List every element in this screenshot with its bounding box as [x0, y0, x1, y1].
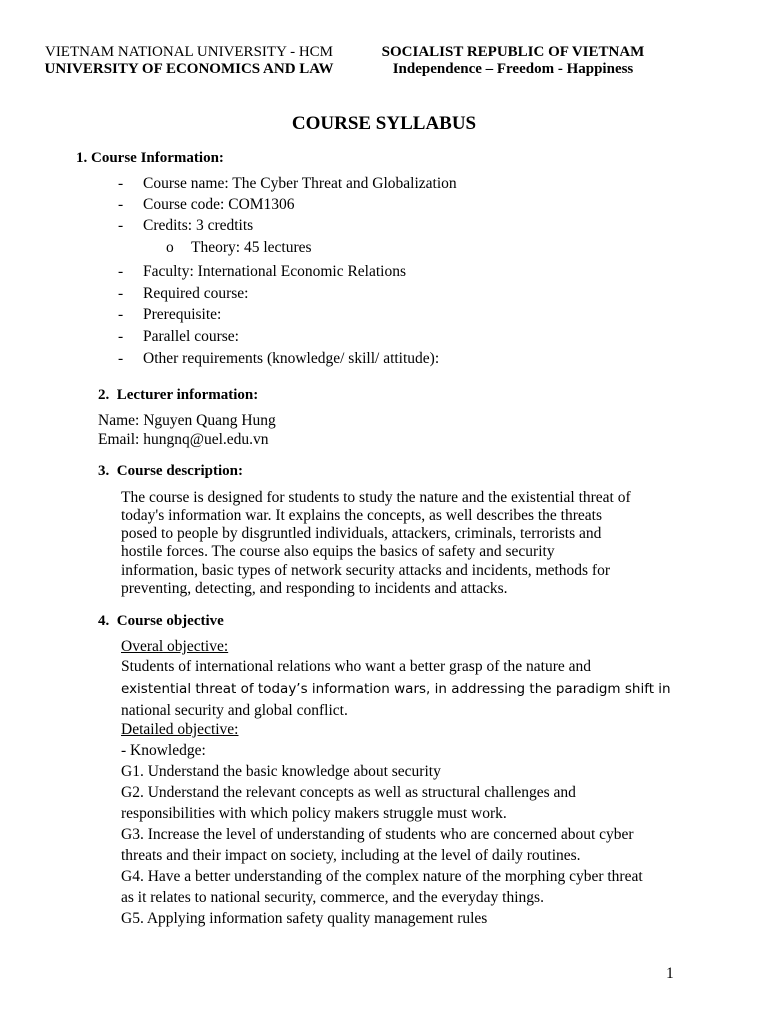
- overall-objective-line: existential threat of today’s information wars, in addressing the paradigm shift in: [121, 681, 671, 697]
- description-line: The course is designed for students to study the nature and the existential threat of: [121, 489, 631, 506]
- list-item-course-code: Course code: COM1306: [143, 196, 295, 213]
- section-lecturer-heading: 2. Lecturer information:: [98, 387, 259, 403]
- list-item-required-course: Required course:: [143, 285, 249, 302]
- sub-bullet: o: [166, 239, 174, 256]
- university-header-line1: VIETNAM NATIONAL UNIVERSITY - HCM: [44, 44, 334, 60]
- list-dash: -: [118, 217, 124, 234]
- description-line: preventing, detecting, and responding to incidents and attacks.: [121, 580, 508, 597]
- list-dash: -: [118, 285, 124, 302]
- list-dash: -: [118, 175, 124, 192]
- list-item-parallel-course: Parallel course:: [143, 328, 239, 345]
- objective-line: G2. Understand the relevant concepts as well as structural challenges and: [121, 784, 576, 801]
- list-item-credits: Credits: 3 credtits: [143, 217, 254, 234]
- list-item-other-requirements: Other requirements (knowledge/ skill/ attitude):: [143, 350, 440, 367]
- republic-header-line1: SOCIALIST REPUBLIC OF VIETNAM: [381, 44, 645, 60]
- section-course-information-heading: 1. Course Information:: [76, 150, 224, 166]
- republic-header-line2: Independence – Freedom - Happiness: [392, 61, 634, 77]
- list-dash: -: [118, 263, 124, 280]
- list-subitem-theory: Theory: 45 lectures: [191, 239, 312, 256]
- list-item-faculty: Faculty: International Economic Relations: [143, 263, 407, 280]
- objective-line: G1. Understand the basic knowledge about security: [121, 763, 441, 780]
- description-line: today's information war. It explains the concepts, as well describes the threats: [121, 507, 602, 524]
- section-course-objective-heading: 4. Course objective: [98, 613, 224, 629]
- objective-line: G5. Applying information safety quality management rules: [121, 910, 488, 927]
- objective-line: responsibilities with which policy makers struggle must work.: [121, 805, 507, 822]
- overall-objective-label: Overal objective:: [121, 638, 229, 655]
- list-item-course-name: Course name: The Cyber Threat and Globalization: [143, 175, 457, 192]
- objective-line: G3. Increase the level of understanding of students who are concerned about cyber: [121, 826, 634, 843]
- list-dash: -: [118, 306, 124, 323]
- description-line: information, basic types of network security attacks and incidents, methods for: [121, 562, 610, 579]
- document-title: COURSE SYLLABUS: [291, 113, 477, 134]
- university-header-line2: UNIVERSITY OF ECONOMICS AND LAW: [44, 61, 334, 77]
- section-course-description-heading: 3. Course description:: [98, 463, 243, 479]
- overall-objective-line: Students of international relations who want a better grasp of the nature and: [121, 658, 592, 675]
- objective-line: as it relates to national security, commerce, and the everyday things.: [121, 889, 544, 906]
- list-dash: -: [118, 350, 124, 367]
- page-number: 1: [666, 965, 674, 982]
- objective-line: G4. Have a better understanding of the complex nature of the morphing cyber threat: [121, 868, 643, 885]
- list-dash: -: [118, 196, 124, 213]
- description-line: hostile forces. The course also equips the basics of safety and security: [121, 543, 555, 560]
- list-item-prerequisite: Prerequisite:: [143, 306, 222, 323]
- detailed-objective-label: Detailed objective:: [121, 721, 239, 738]
- lecturer-name: Name: Nguyen Quang Hung: [98, 412, 276, 429]
- lecturer-email: Email: hungnq@uel.edu.vn: [98, 431, 269, 448]
- overall-objective-line: national security and global conflict.: [121, 702, 348, 719]
- objective-line: threats and their impact on society, including at the level of daily routines.: [121, 847, 581, 864]
- list-dash: -: [118, 328, 124, 345]
- description-line: posed to people by disgruntled individuals, attackers, criminals, terrorists and: [121, 525, 602, 542]
- knowledge-label: - Knowledge:: [121, 742, 206, 759]
